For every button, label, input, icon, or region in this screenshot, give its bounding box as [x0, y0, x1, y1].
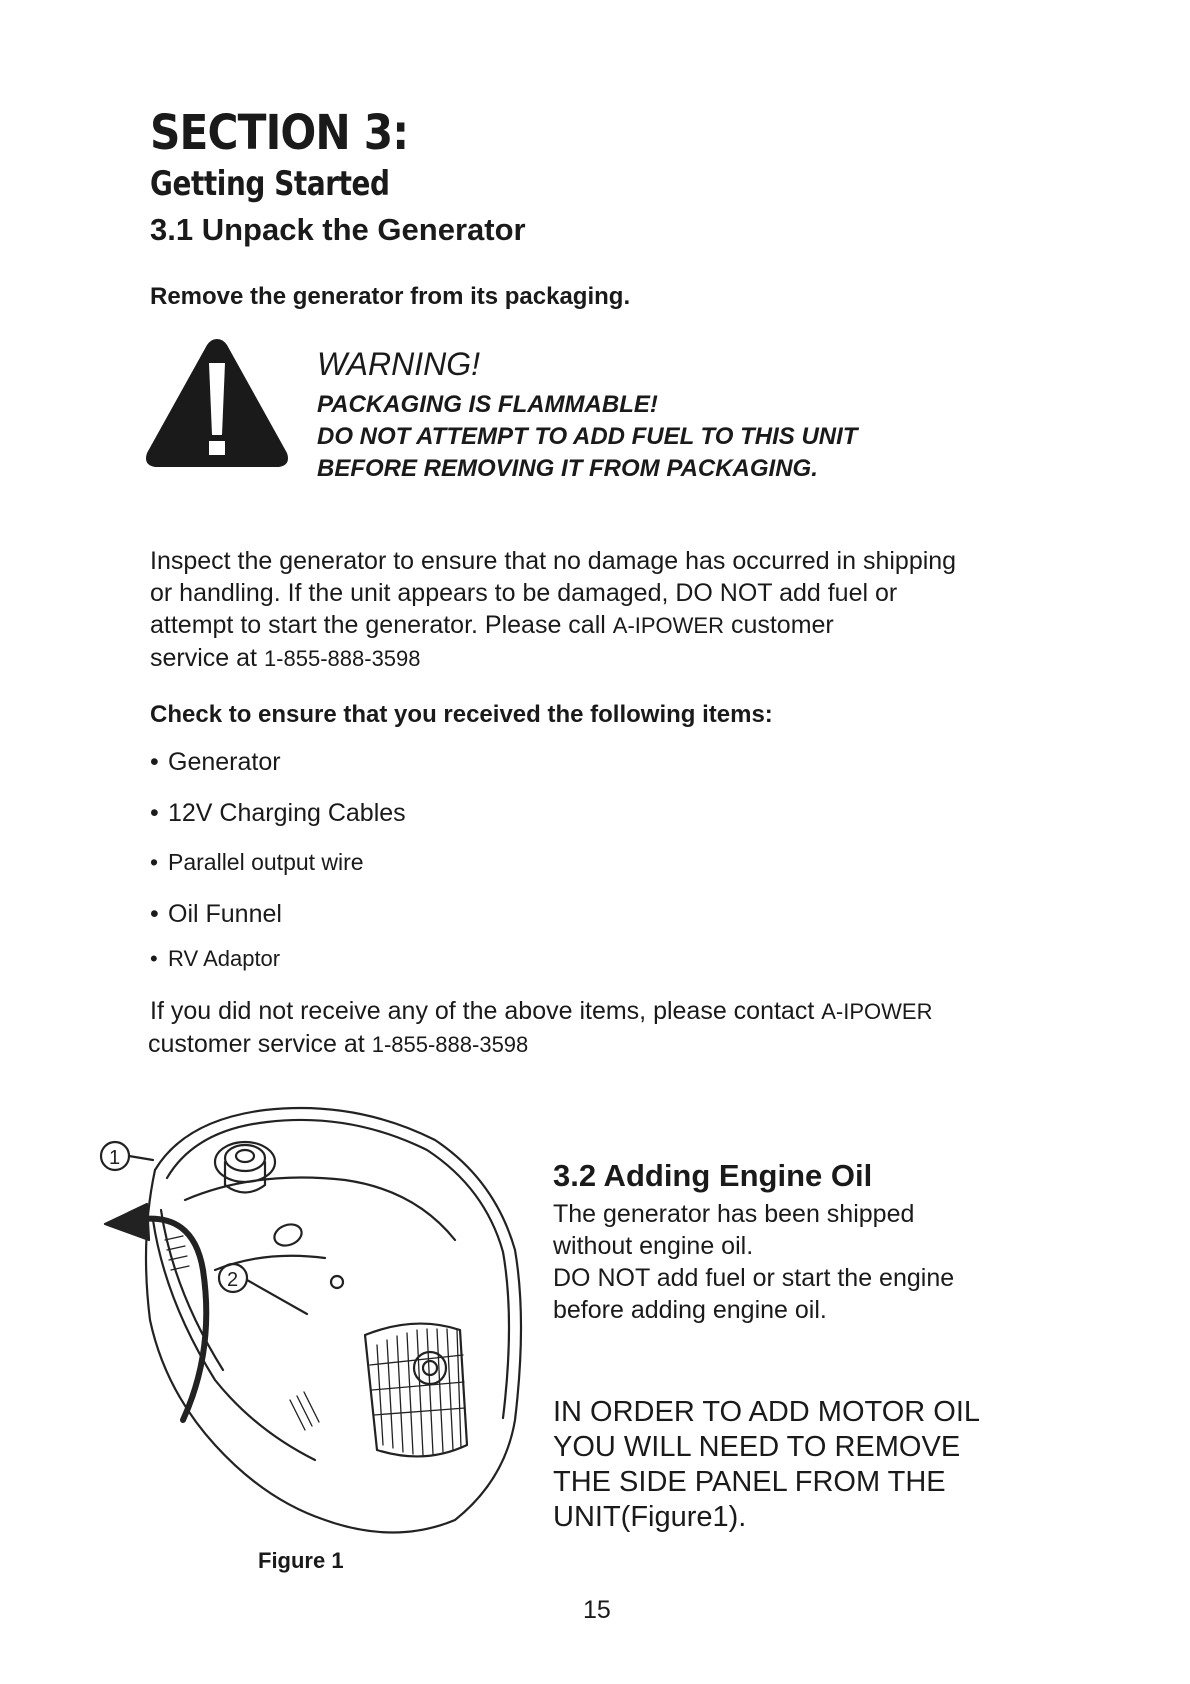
brand-name: A-IPOWER — [821, 999, 933, 1024]
warning-line: BEFORE REMOVING IT FROM PACKAGING. — [317, 455, 818, 482]
generator-illustration — [95, 1100, 525, 1540]
inspect-line — [150, 609, 956, 642]
warning-block — [317, 346, 857, 485]
contact-text: If you did not receive any of the above items, please contact — [150, 997, 815, 1025]
callout-2: 2 — [227, 1269, 239, 1291]
oil-caps-line: IN ORDER TO ADD MOTOR OIL — [553, 1396, 981, 1428]
callout-1: 1 — [109, 1147, 121, 1169]
section-subtitle: Getting Started — [150, 164, 390, 204]
contact-paragraph — [150, 995, 932, 1061]
list-item: • 12V Charging Cables — [150, 799, 406, 827]
list-item: • Parallel output wire — [150, 849, 364, 875]
oil-caps-line: THE SIDE PANEL FROM THE — [553, 1466, 946, 1498]
inspect-text: service at — [150, 644, 257, 672]
oil-line: without engine oil. — [553, 1232, 754, 1260]
oil-line: DO NOT add fuel or start the engine — [553, 1264, 955, 1292]
figure-caption: Figure 1 — [258, 1548, 344, 1573]
oil-caps-line: UNIT(Figure1). — [553, 1501, 747, 1533]
inspect-text: attempt to start the generator. Please call — [150, 611, 606, 639]
contact-text: customer service at — [148, 1030, 365, 1058]
warning-line: DO NOT ATTEMPT TO ADD FUEL TO THIS UNIT — [317, 423, 858, 450]
oil-paragraph — [553, 1198, 954, 1326]
section-title: SECTION 3: — [150, 105, 409, 161]
contact-line — [150, 995, 932, 1028]
list-item: • Generator — [150, 748, 281, 776]
phone-number: 1-855-888-3598 — [263, 646, 421, 671]
inspect-text: customer — [730, 611, 834, 639]
list-item: • RV Adaptor — [150, 946, 281, 971]
inspect-line — [150, 642, 956, 675]
warning-line: PACKAGING IS FLAMMABLE! — [317, 391, 658, 418]
inspect-line: Inspect the generator to ensure that no damage has occurred in shipping — [150, 547, 957, 575]
warning-triangle-icon — [143, 335, 291, 471]
contact-line — [148, 1028, 932, 1061]
inspect-paragraph — [150, 545, 956, 675]
oil-line: before adding engine oil. — [553, 1296, 827, 1324]
checklist-heading: Check to ensure that you received the following items: — [150, 701, 773, 728]
oil-instruction-caps — [553, 1395, 980, 1535]
brand-name: A-IPOWER — [612, 613, 724, 638]
warning-title: WARNING! — [317, 346, 480, 382]
unpack-heading: 3.1 Unpack the Generator — [150, 212, 526, 247]
list-item: • Oil Funnel — [150, 900, 282, 928]
unpack-instruction: Remove the generator from its packaging. — [150, 283, 631, 310]
oil-heading: 3.2 Adding Engine Oil — [553, 1158, 873, 1193]
oil-line: The generator has been shipped — [553, 1200, 915, 1228]
inspect-line: or handling. If the unit appears to be damaged, DO NOT add fuel or — [150, 579, 898, 607]
oil-caps-line: YOU WILL NEED TO REMOVE — [553, 1431, 961, 1463]
phone-number: 1-855-888-3598 — [371, 1032, 529, 1057]
page-number: 15 — [583, 1596, 611, 1624]
